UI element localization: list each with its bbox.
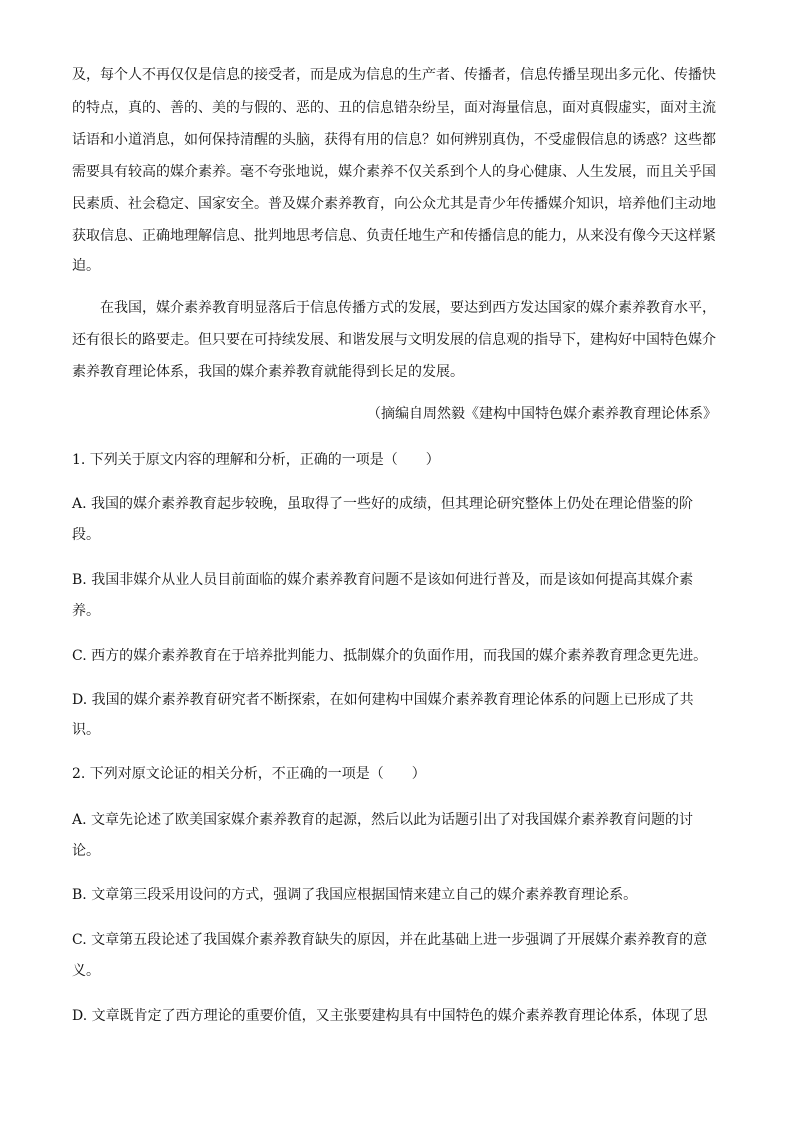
question-1-option-b-line-1: B. 我国非媒介从业人员目前面临的媒介素养教育问题不是该如何进行普及，而是该如何提高其媒介素 [72, 572, 694, 588]
paragraph-1-line-1: 及，每个人不再仅仅是信息的接受者，而是成为信息的生产者、传播者，信息传播呈现出多元化、传播快 [72, 67, 716, 83]
source-citation: （摘编自周然毅《建构中国特色媒介素养教育理论体系》 [367, 406, 717, 422]
question-1-option-b-line-2: 养。 [72, 603, 100, 619]
question-2-option-a-line-2: 论。 [72, 843, 100, 859]
paragraph-1-line-4: 需要具有较高的媒介素养。毫不夸张地说，媒介素养不仅关系到个人的身心健康、人生发展，而且关乎国 [72, 164, 716, 180]
paragraph-1-line-7: 迫。 [72, 258, 100, 274]
paragraph-1-line-3: 话语和小道消息，如何保持清醒的头脑，获得有用的信息？如何辨别真伪，不受虚假信息的诱惑？这些都 [72, 132, 716, 148]
paragraph-2-line-2: 还有很长的路要走。但只要在可持续发展、和谐发展与文明发展的信息观的指导下，建构好中国特色媒介 [72, 332, 716, 348]
question-1-stem: 1. 下列关于原文内容的理解和分析，正确的一项是（ ） [72, 452, 440, 468]
question-2-option-c-line-2: 义。 [72, 963, 100, 979]
question-2-stem: 2. 下列对原文论证的相关分析，不正确的一项是（ ） [72, 766, 426, 782]
paragraph-1-line-2: 的特点，真的、善的、美的与假的、恶的、丑的信息错杂纷呈，面对海量信息，面对真假虚实，面对主流 [72, 100, 716, 116]
paragraph-1-line-6: 获取信息、正确地理解信息、批判地思考信息、负责任地生产和传播信息的能力，从来没有像今天这样紧 [72, 228, 716, 244]
paragraph-2-line-3: 素养教育理论体系，我国的媒介素养教育就能得到长足的发展。 [72, 364, 464, 380]
question-2-option-c-line-1: C. 文章第五段论述了我国媒介素养教育缺失的原因，并在此基础上进一步强调了开展媒介素养教育的意 [72, 932, 708, 948]
paragraph-2-line-1: 在我国，媒介素养教育明显落后于信息传播方式的发展，要达到西方发达国家的媒介素养教育水平， [100, 300, 716, 316]
question-1-option-d-line-1: D. 我国的媒介素养教育研究者不断探索，在如何建构中国媒介素养教育理论体系的问题上已形成了共 [72, 692, 694, 708]
question-1-option-d-line-2: 识。 [72, 722, 100, 738]
question-1-option-a-line-1: A. 我国的媒介素养教育起步较晚，虽取得了一些好的成绩，但其理论研究整体上仍处在理论借鉴的阶 [72, 496, 694, 512]
question-1-option-c: C. 西方的媒介素养教育在于培养批判能力、抵制媒介的负面作用，而我国的媒介素养教育理念更先进。 [72, 648, 708, 664]
question-2-option-a-line-1: A. 文章先论述了欧美国家媒介素养教育的起源，然后以此为话题引出了对我国媒介素养教育问题的讨 [72, 812, 694, 828]
question-2-option-b: B. 文章第三段采用设问的方式，强调了我国应根据国情来建立自己的媒介素养教育理论系。 [72, 887, 638, 903]
paragraph-1-line-5: 民素质、社会稳定、国家安全。普及媒介素养教育，向公众尤其是青少年传播媒介知识，培养他们主动地 [72, 196, 716, 212]
question-2-option-d-line-1: D. 文章既肯定了西方理论的重要价值，又主张要建构具有中国特色的媒介素养教育理论体系，体现了思 [72, 1008, 708, 1024]
question-1-option-a-line-2: 段。 [72, 527, 100, 543]
